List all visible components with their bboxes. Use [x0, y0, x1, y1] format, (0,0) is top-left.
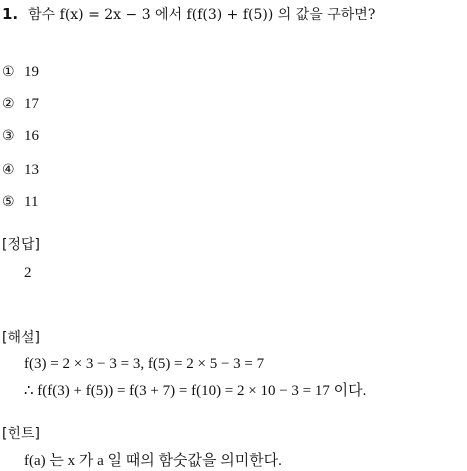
- choice-item[interactable]: [2, 127, 39, 145]
- choice-marker: ④: [2, 162, 15, 178]
- hint-text: f(a) 는 x 가 a 일 때의 함숫값을 의미한다.: [24, 453, 282, 469]
- choice-marker: ⑤: [2, 194, 15, 210]
- choice-value: 11: [24, 194, 39, 210]
- question-stem: 함수 f(x) = 2x − 3 에서 f(f(3) + f(5)) 의 값을 구하면?: [28, 7, 376, 23]
- choice-value: 17: [24, 96, 39, 112]
- choice-value: 19: [24, 64, 39, 80]
- choice-marker: ①: [2, 64, 15, 80]
- choice-marker: ③: [2, 128, 15, 144]
- explanation-line: f(3) = 2 × 3 − 3 = 3, f(5) = 2 × 5 − 3 = 7: [24, 356, 265, 372]
- explanation-title: [해설]: [2, 330, 40, 346]
- choice-item[interactable]: [2, 63, 39, 81]
- choice-item[interactable]: [2, 161, 39, 179]
- answer-value: 2: [24, 265, 32, 281]
- choice-item[interactable]: [2, 95, 39, 113]
- question-number: 1.: [2, 5, 19, 23]
- answer-title: [정답]: [2, 237, 40, 253]
- choice-item[interactable]: [2, 193, 38, 211]
- choice-value: 13: [24, 162, 39, 178]
- choice-value: 16: [24, 128, 39, 144]
- hint-title: [힌트]: [2, 426, 40, 442]
- explanation-line: ∴ f(f(3) + f(5)) = f(3 + 7) = f(10) = 2 × 10 − 3 = 17 이다.: [24, 383, 367, 399]
- choice-marker: ②: [2, 96, 15, 112]
- question-line: [2, 5, 375, 24]
